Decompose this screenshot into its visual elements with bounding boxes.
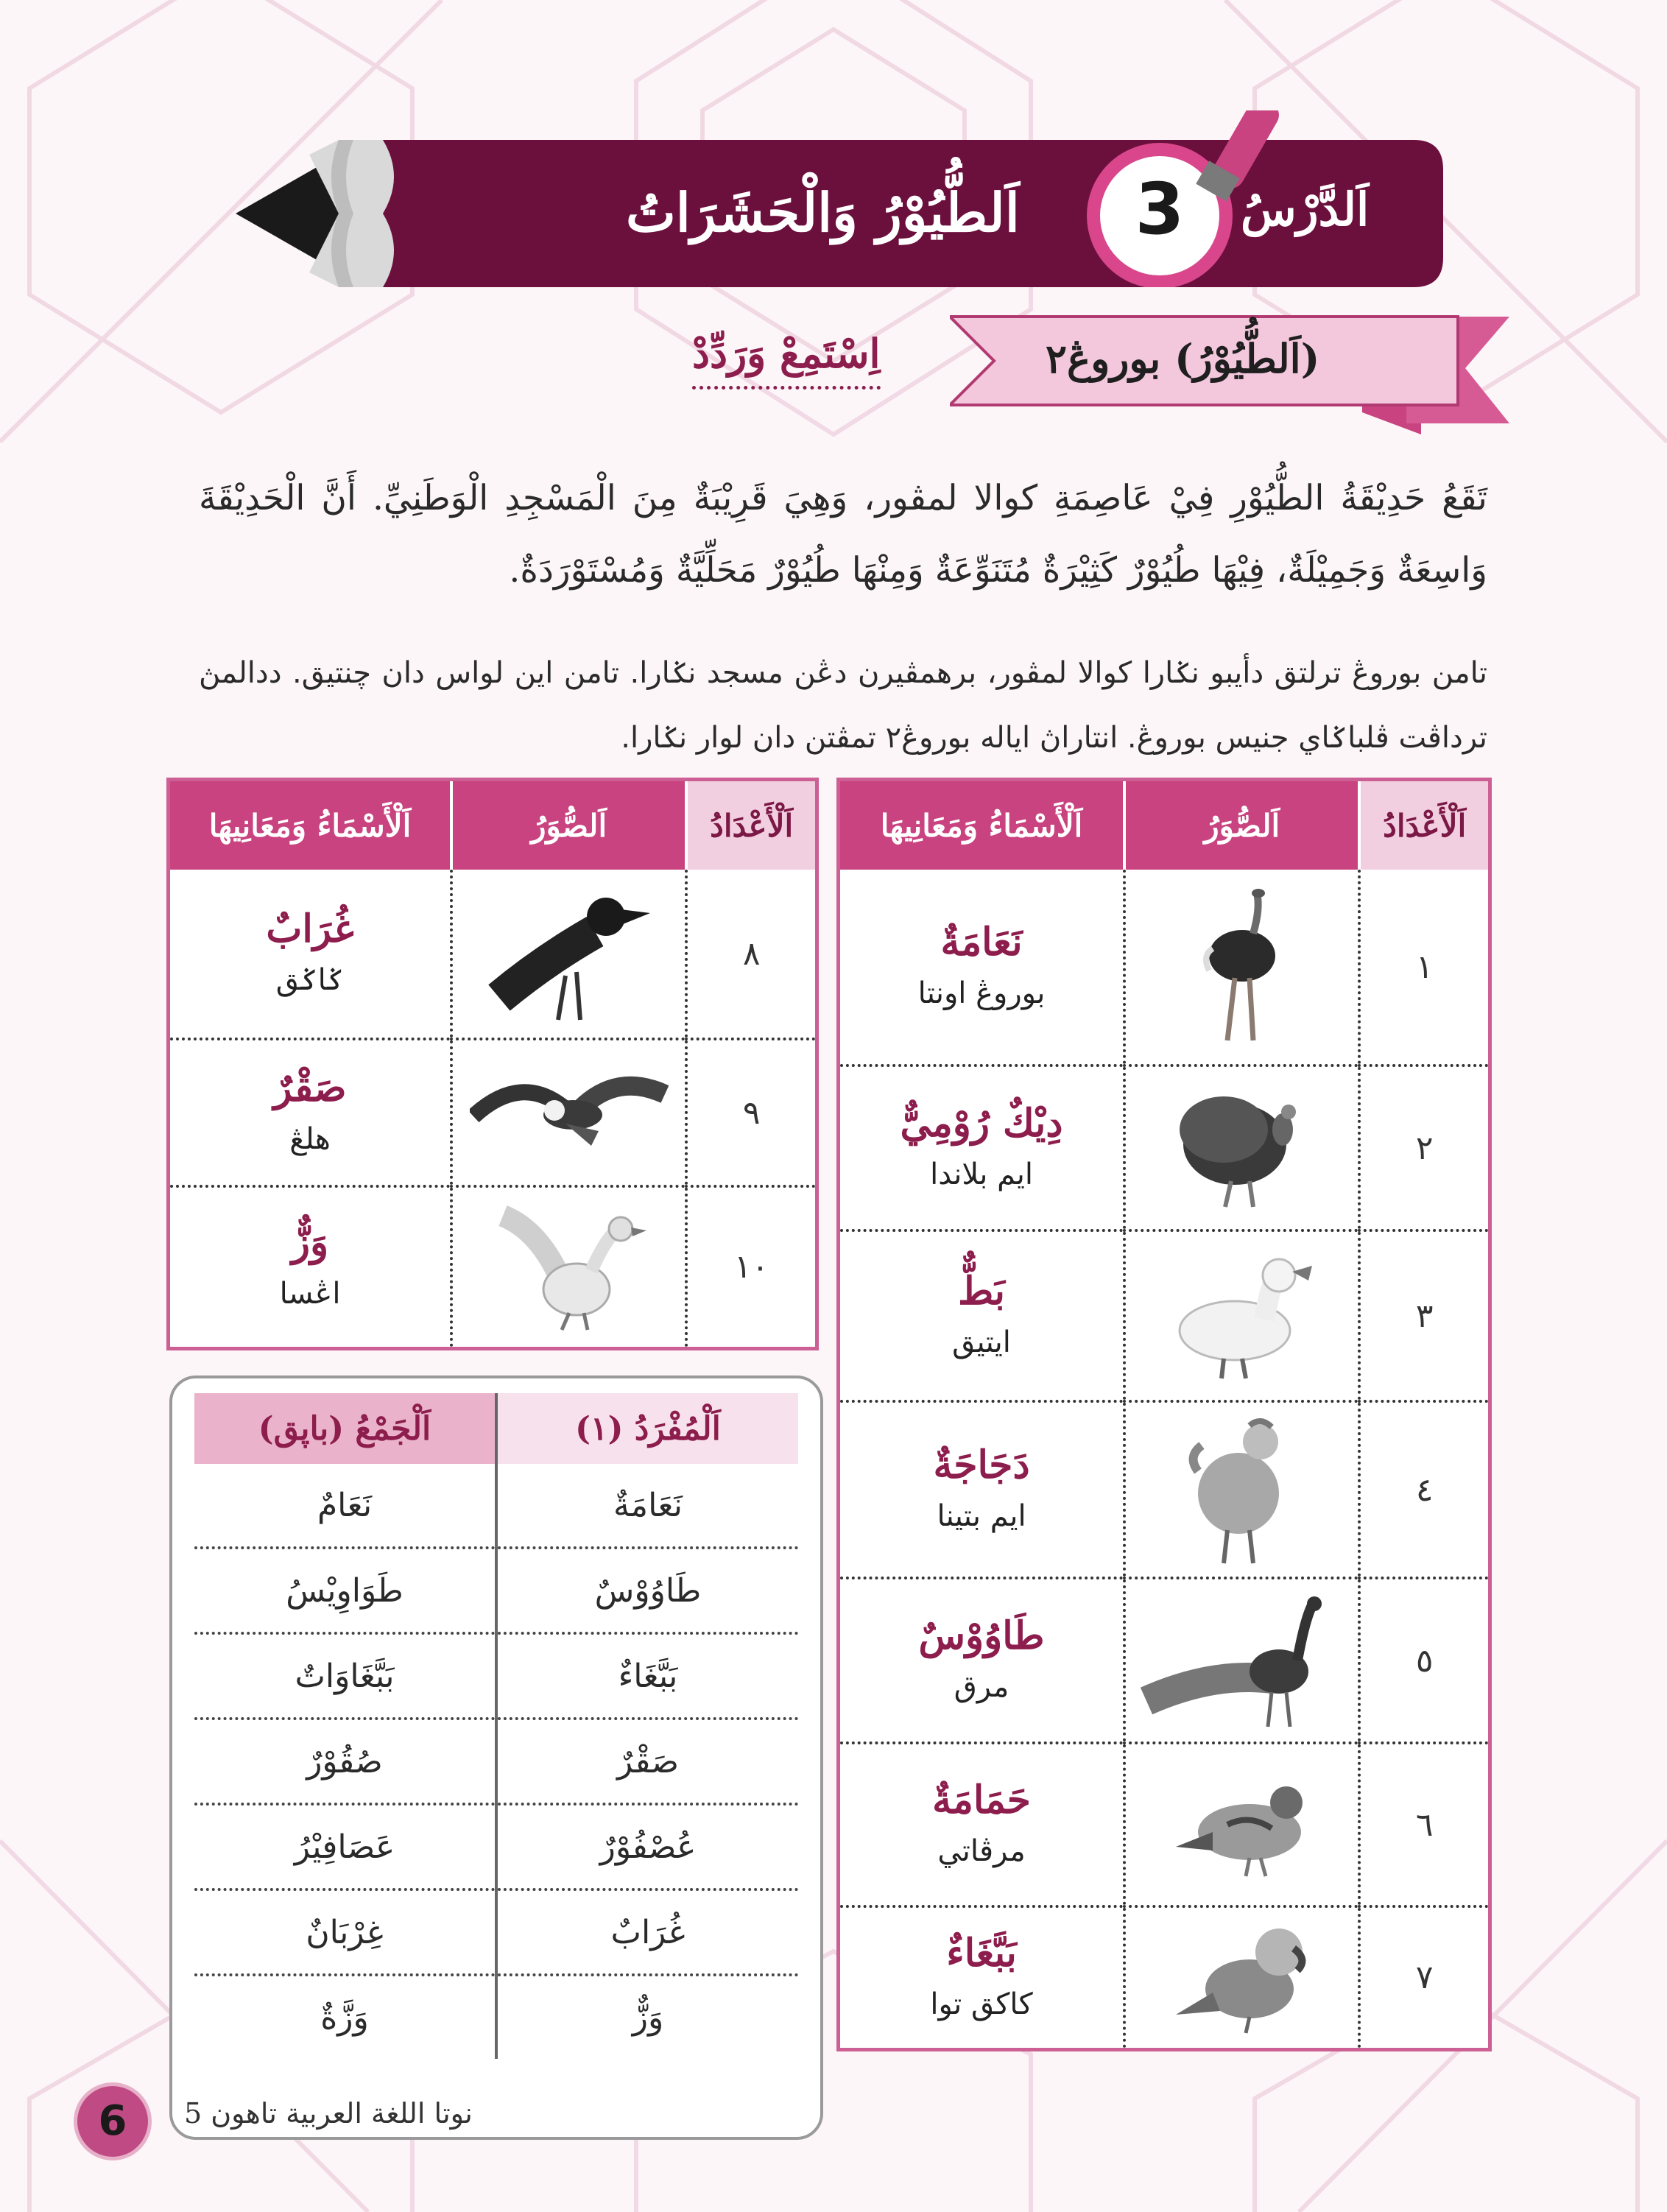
bird-name-cell bbox=[169, 870, 452, 1039]
bird-picture bbox=[1124, 1906, 1359, 2049]
row-number: ٩ bbox=[686, 1039, 817, 1186]
table-row bbox=[194, 1719, 798, 1804]
bird-name-arabic: طَاوُوْسٌ bbox=[918, 1613, 1045, 1658]
row-number: ٥ bbox=[1359, 1578, 1490, 1743]
table-row bbox=[194, 1548, 798, 1633]
singular-word: نَعَامَةٌ bbox=[496, 1464, 798, 1548]
lesson-title: اَلطُّيُوْرُ وَالْحَشَرَاتُ bbox=[626, 181, 1020, 244]
bird-name-jawi: كاكق توا bbox=[930, 1987, 1033, 2021]
table-row bbox=[169, 870, 817, 1039]
row-number: ٦ bbox=[1359, 1743, 1490, 1906]
bird-picture bbox=[1124, 1743, 1359, 1906]
singular-word: وَزٌّ bbox=[632, 1998, 664, 2037]
bird-name-jawi: ݢاݢق bbox=[275, 963, 345, 997]
row-number: ٨ bbox=[686, 870, 817, 1039]
plural-header: اَلْجَمْعُ (باپق) bbox=[194, 1393, 496, 1464]
row-number: ٤ bbox=[1359, 1401, 1490, 1578]
row-number: ١ bbox=[1359, 870, 1490, 1066]
bird-name-arabic: غُرَابٌ bbox=[266, 906, 354, 951]
pigeon-image bbox=[1169, 1766, 1316, 1884]
bird-name-cell bbox=[169, 1039, 452, 1186]
bird-name-jawi: مرق bbox=[954, 1670, 1009, 1704]
plural-word: عَصَافِيْرُ bbox=[194, 1804, 496, 1889]
singular-word: صَقْرٌ bbox=[496, 1719, 798, 1804]
bird-name-jawi: مرڤاتي bbox=[937, 1834, 1026, 1868]
header-numbers: اَلْأَعْدَادُ bbox=[1359, 780, 1490, 870]
header-names: اَلْأَسْمَاءُ وَمَعَانِيهَا bbox=[169, 780, 452, 870]
singular-word: بَبَّغَاءٌ bbox=[496, 1633, 798, 1719]
table-row bbox=[839, 1906, 1490, 2049]
bird-name-arabic: حَمَامَةٌ bbox=[932, 1778, 1031, 1822]
header-names: اَلْأَسْمَاءُ وَمَعَانِيهَا bbox=[839, 780, 1125, 870]
peacock-image bbox=[1139, 1591, 1345, 1730]
table-row bbox=[194, 1889, 798, 1975]
hen-image bbox=[1187, 1412, 1297, 1567]
bird-picture bbox=[451, 870, 686, 1039]
table-row bbox=[169, 1186, 817, 1348]
bird-name-arabic: دِيْكٌ رُوْمِيٌّ bbox=[900, 1101, 1063, 1146]
table-row bbox=[839, 1066, 1490, 1230]
arabic-passage: تَقَعُ حَدِيْقَةُ الطُّيُوْرِ فِيْ عَاصِمَةِ كوالا لمڤور، وَهِيَ قَرِيْبَةٌ مِنَ الْمَسْجِدِ الْوَطَنِيِّ. أَنَّ الْحَدِيْقَةَ وَاسِعَةٌ وَجَمِيْلَةٌ، فِيْهَا طُيُوْرٌ كَثِيْرَةٌ مُتَنَوِّعَةٌ وَمِنْهَا طُيُوْرٌ مَحَلِّيَّةٌ وَمُسْتَوْرَدَةٌ. bbox=[199, 478, 1487, 591]
plural-word: بَبَّغَاوَاتٌ bbox=[194, 1633, 496, 1719]
singular-plural-table bbox=[194, 1393, 798, 2059]
bird-name-cell bbox=[839, 1066, 1125, 1230]
eagle-image bbox=[470, 1065, 669, 1160]
table-row bbox=[839, 1578, 1490, 1743]
ostrich-image bbox=[1198, 886, 1286, 1048]
lesson-number: 3 bbox=[1135, 168, 1185, 250]
header-pictures: اَلصُّوَرُ bbox=[451, 780, 686, 870]
bird-picture bbox=[1124, 1066, 1359, 1230]
bird-picture bbox=[451, 1039, 686, 1186]
listen-repeat-instruction: اِسْتَمِعْ وَرَدِّدْ bbox=[692, 330, 881, 390]
header-numbers: اَلْأَعْدَادُ bbox=[686, 780, 817, 870]
bird-name-jawi: ايم بلاندا bbox=[930, 1158, 1033, 1191]
bird-name-cell bbox=[169, 1186, 452, 1348]
plural-word: نَعَامٌ bbox=[194, 1464, 496, 1548]
table-row bbox=[839, 1743, 1490, 1906]
bird-name-cell bbox=[839, 870, 1125, 1066]
bird-name-arabic: وَزٌّ bbox=[291, 1219, 329, 1265]
header-pictures: اَلصُّوَرُ bbox=[1124, 780, 1359, 870]
turkey-image bbox=[1172, 1085, 1312, 1211]
singular-word: عُصْفُوْرٌ bbox=[496, 1804, 798, 1889]
bird-picture bbox=[451, 1186, 686, 1348]
bird-picture bbox=[1124, 1578, 1359, 1743]
goose-image bbox=[488, 1201, 650, 1334]
bird-name-arabic: دَجَاجَةٌ bbox=[933, 1443, 1030, 1487]
singular-word: غُرَابٌ bbox=[496, 1889, 798, 1975]
table-row bbox=[839, 870, 1490, 1066]
crow-image bbox=[484, 880, 654, 1027]
singular-plural-box bbox=[169, 1376, 823, 2140]
table-row bbox=[839, 1230, 1490, 1401]
plural-word: صُقُوْرٌ bbox=[194, 1719, 496, 1804]
bird-picture bbox=[1124, 870, 1359, 1066]
plural-word: غِرْبَانٌ bbox=[194, 1889, 496, 1975]
bird-name-jawi: ايتيق bbox=[952, 1325, 1011, 1359]
table-row bbox=[194, 1464, 798, 1548]
topic-title: (اَلطُّيُوْرُ) بوروڠ٢ bbox=[1046, 335, 1320, 382]
birds-table-right bbox=[836, 778, 1492, 2051]
bird-name-arabic: صَقْرٌ bbox=[273, 1066, 347, 1110]
jawi-passage: تامن بوروڠ ترلتق دأيبو نݢارا كوالا لمڤور، برهمڤيرن دڠن مسجد نݢارا. تامن اين لواس دان چنتيق. ددالمڽ ترداڤت ڤلباݢاي جنيس بوروڠ. انتاراڽ اياله بوروڠ٢ تمڤتن دان لوار نݢارا. bbox=[199, 656, 1487, 755]
page-number: 6 bbox=[74, 2082, 152, 2160]
bird-name-cell bbox=[839, 1743, 1125, 1906]
book-title: نوتا اللغة العربية تاهون 5 bbox=[184, 2097, 473, 2130]
bird-name-cell bbox=[839, 1401, 1125, 1578]
bird-name-cell bbox=[839, 1230, 1125, 1401]
bird-name-jawi: هلڠ bbox=[289, 1122, 331, 1156]
plural-word: وَزَّةٌ bbox=[194, 1975, 496, 2059]
bird-name-jawi: بوروڠ اونتا bbox=[917, 976, 1046, 1010]
bird-picture bbox=[1124, 1401, 1359, 1578]
bird-name-jawi: اڠسا bbox=[279, 1276, 341, 1311]
singular-word: طَاوُوْسٌ bbox=[496, 1548, 798, 1633]
bird-name-arabic: بَطٌّ bbox=[958, 1269, 1005, 1314]
parrot-image bbox=[1169, 1919, 1316, 2037]
bird-name-cell bbox=[839, 1578, 1125, 1743]
table-row bbox=[194, 1975, 798, 2059]
table-row bbox=[169, 1039, 817, 1186]
table-row bbox=[194, 1804, 798, 1889]
table-row bbox=[194, 1633, 798, 1719]
bird-name-cell bbox=[839, 1906, 1125, 2049]
bird-name-arabic: بَبَّغَاءٌ bbox=[946, 1930, 1017, 1976]
bird-name-jawi: ايم بتينا bbox=[937, 1499, 1026, 1533]
birds-table-left bbox=[166, 778, 819, 1350]
duck-image bbox=[1169, 1250, 1316, 1382]
singular-header: اَلْمُفْرَدُ (١) bbox=[496, 1393, 798, 1464]
row-number: ٢ bbox=[1359, 1066, 1490, 1230]
bird-name-arabic: نَعَامَةٌ bbox=[940, 920, 1023, 965]
row-number: ٧ bbox=[1415, 1959, 1434, 1997]
row-number: ١٠ bbox=[734, 1248, 769, 1286]
lesson-label: اَلدَّرْسُ bbox=[1241, 183, 1370, 236]
bird-picture bbox=[1124, 1230, 1359, 1401]
plural-word: طَوَاوِيْسُ bbox=[194, 1548, 496, 1633]
table-row bbox=[839, 1401, 1490, 1578]
row-number: ٣ bbox=[1359, 1230, 1490, 1401]
